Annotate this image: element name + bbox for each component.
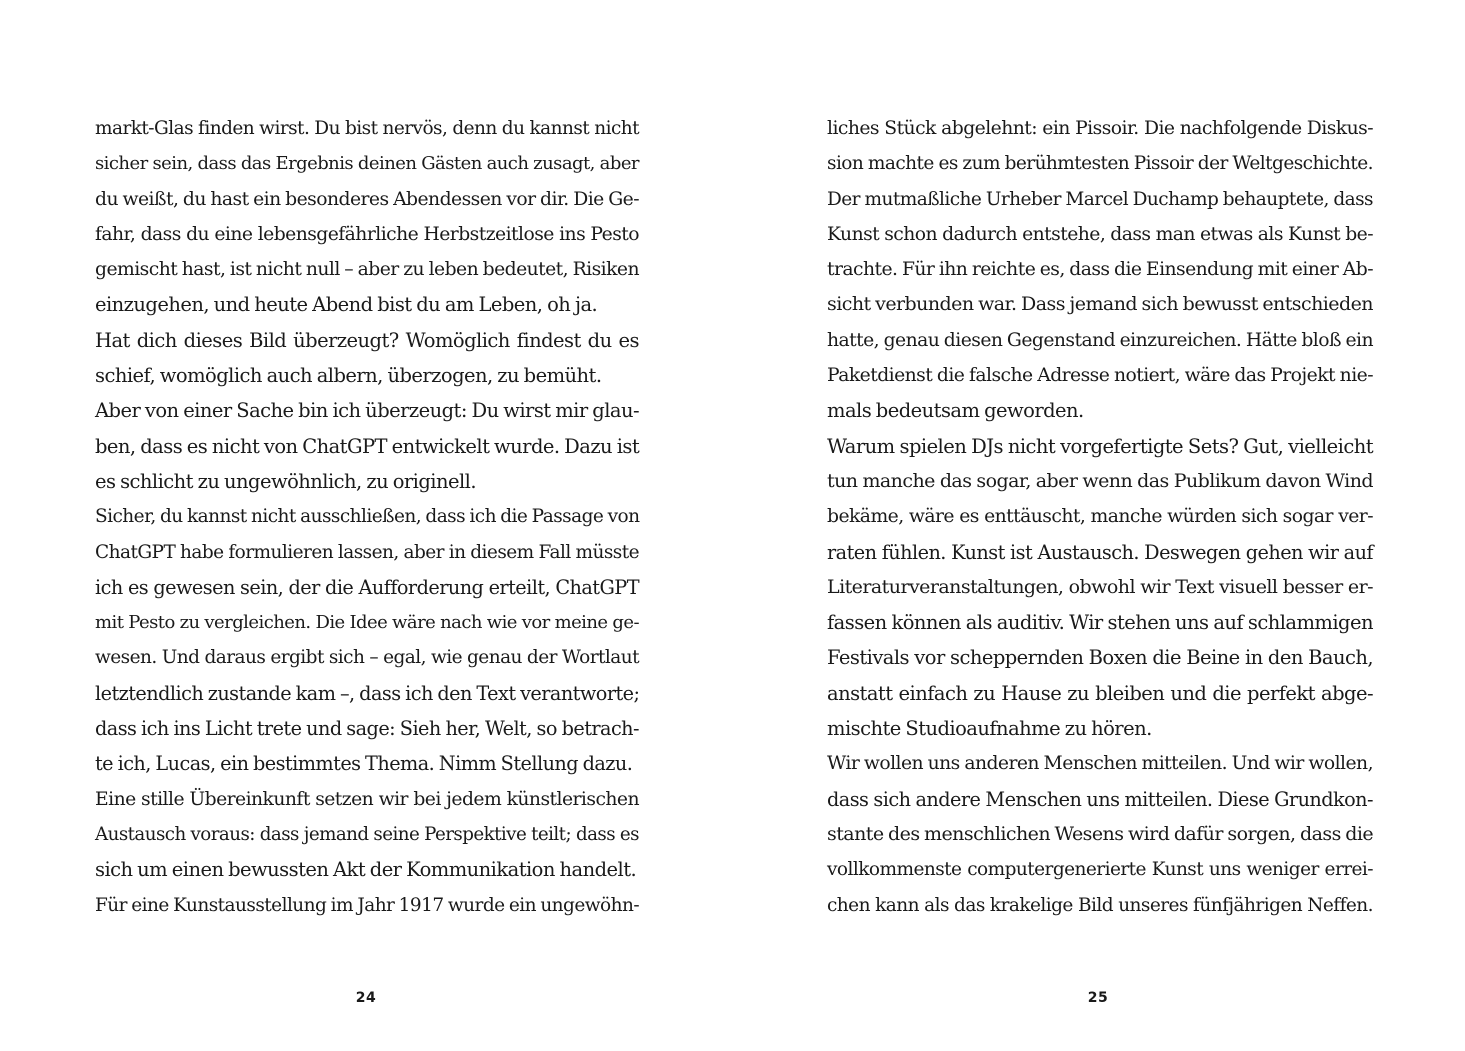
text-line: sion machte es zum berühmtesten Pissoir der Weltgeschichte. <box>827 153 1373 175</box>
text-line: mals bedeutsam geworden. <box>827 399 1084 423</box>
right-page <box>732 0 1465 1051</box>
text-line: sicht verbunden war. Dass jemand sich bewusst entschieden <box>827 293 1373 316</box>
text-line: Festivals vor scheppernden Boxen die Beine in den Bauch, <box>827 646 1373 670</box>
text-line: chen kann als das krakelige Bild unseres fünfjährigen Neffen. <box>827 894 1373 916</box>
text-line: bekäme, wäre es enttäuscht, manche würden sich sogar ver- <box>827 506 1373 528</box>
text-line: es schlicht zu ungewöhnlich, zu originell. <box>95 469 477 493</box>
text-line: tun manche das sogar, aber wenn das Publikum davon Wind <box>827 469 1373 492</box>
text-line: ben, dass es nicht von ChatGPT entwickelt wurde. Dazu ist <box>95 434 640 458</box>
text-line: trachte. Für ihn reichte es, dass die Einsendung mit einer Ab- <box>827 259 1373 281</box>
text-line: Warum spielen DJs nicht vorgefertigte Sets? Gut, vielleicht <box>827 434 1373 458</box>
right-page-text <box>827 111 1373 923</box>
text-line: Hat dich dieses Bild überzeugt? Womöglich findest du es <box>95 328 639 352</box>
text-line: Wir wollen uns anderen Menschen mitteilen. Und wir wollen, <box>827 753 1373 775</box>
text-line: stante des menschlichen Wesens wird dafür sorgen, dass die <box>827 822 1374 845</box>
text-line: fahr, dass du eine lebensgefährliche Herbstzeitlose ins Pesto <box>95 223 639 245</box>
text-line: Sicher, du kannst nicht ausschließen, dass ich die Passage von <box>95 506 640 528</box>
text-line: Austausch voraus: dass jemand seine Perspektive teilt; dass es <box>95 823 639 845</box>
text-line: letztendlich zustande kam –, dass ich den Text verantworte; <box>95 681 640 705</box>
text-line: markt-Glas finden wirst. Du bist nervös, denn du kannst nicht <box>95 118 639 139</box>
text-line: dass ich ins Licht trete und sage: Sieh her, Welt, so betrach- <box>95 717 639 741</box>
text-line: anstatt einfach zu Hause zu bleiben und die perfekt abge- <box>827 681 1373 705</box>
text-line: sicher sein, dass das Ergebnis deinen Gästen auch zusagt, aber <box>95 153 639 175</box>
text-line: liches Stück abgelehnt: ein Pissoir. Die nachfolgende Diskus- <box>827 118 1373 139</box>
text-line: ich es gewesen sein, der die Aufforderung erteilt, ChatGPT <box>95 575 639 599</box>
text-line: Paketdienst die falsche Adresse notiert, wäre das Projekt nie- <box>827 365 1373 387</box>
left-page <box>0 0 732 1051</box>
text-line: Der mutmaßliche Urheber Marcel Duchamp behauptete, dass <box>827 188 1373 210</box>
text-line: vollkommenste computergenerierte Kunst uns weniger errei- <box>827 859 1373 881</box>
text-line: Literaturveranstaltungen, obwohl wir Text visuell besser er- <box>827 575 1373 598</box>
text-line: Für eine Kunstausstellung im Jahr 1917 wurde ein ungewöhn- <box>95 894 640 916</box>
text-line: Eine stille Übereinkunft setzen wir bei jedem künstlerischen <box>95 788 639 810</box>
page-number-right: 25 <box>1087 990 1109 1006</box>
text-line: mit Pesto zu vergleichen. Die Idee wäre nach wie vor meine ge- <box>95 612 639 634</box>
text-line: gemischt hast, ist nicht null – aber zu leben bedeutet, Risiken <box>95 259 639 281</box>
text-line: Aber von einer Sache bin ich überzeugt: Du wirst mir glau- <box>95 399 640 423</box>
text-line: raten fühlen. Kunst ist Austausch. Deswegen gehen wir auf <box>827 540 1373 564</box>
text-line: einzugehen, und heute Abend bist du am Leben, oh ja. <box>95 293 598 317</box>
text-line: du weißt, du hast ein besonderes Abendessen vor dir. Die Ge- <box>95 188 639 210</box>
text-line: ChatGPT habe formulieren lassen, aber in diesem Fall müsste <box>95 541 639 563</box>
text-line: mischte Studioaufnahme zu hören. <box>827 717 1152 741</box>
text-line: dass sich andere Menschen uns mitteilen. Diese Grundkon- <box>827 787 1373 811</box>
text-line: schief, womöglich auch albern, überzogen, zu bemüht. <box>95 364 602 388</box>
text-line: fassen können als auditiv. Wir stehen uns auf schlammigen <box>827 611 1373 635</box>
text-line: hatte, genau diesen Gegenstand einzureichen. Hätte bloß ein <box>827 329 1373 351</box>
text-line: sich um einen bewussten Akt der Kommunikation handelt. <box>95 858 637 882</box>
left-page-text <box>95 111 639 923</box>
text-line: Kunst schon dadurch entstehe, dass man etwas als Kunst be- <box>827 223 1373 245</box>
text-line: wesen. Und daraus ergibt sich – egal, wie genau der Wortlaut <box>95 647 639 669</box>
page-number-left: 24 <box>355 990 377 1006</box>
text-line: te ich, Lucas, ein bestimmtes Thema. Nimm Stellung dazu. <box>95 752 633 776</box>
